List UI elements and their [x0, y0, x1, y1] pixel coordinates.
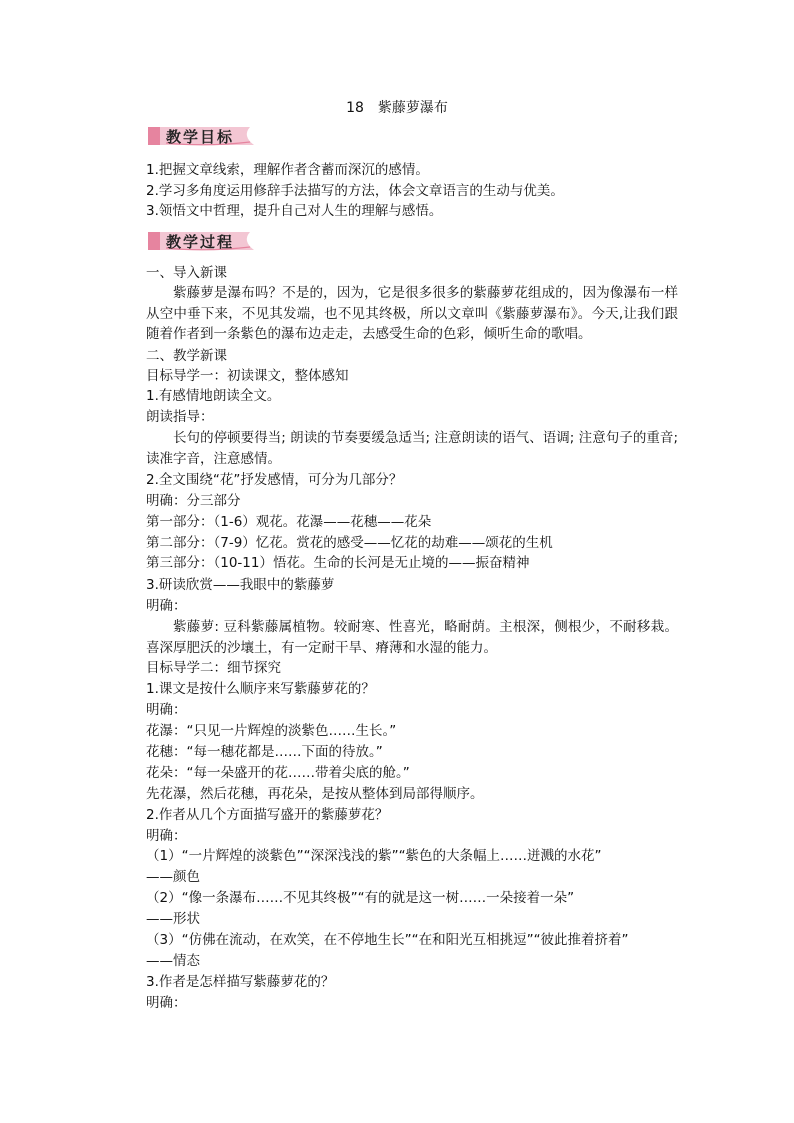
body-line: （1）“一片辉煌的淡紫色”“深深浅浅的紫”“紫色的大条幅上……迸溅的水花”	[146, 848, 602, 864]
body-line: 明确：	[146, 598, 187, 614]
body-line: 第三部分：（10-11）悟花。生命的长河是无止境的——振奋精神	[146, 555, 530, 571]
section-heading-label: 教学过程	[166, 233, 235, 251]
section-heading-label: 教学目标	[166, 128, 235, 146]
objective-item: 1.把握文章线索，理解作者含蓄而深沉的感情。	[146, 162, 429, 178]
body-line: ——形状	[146, 911, 200, 927]
body-line: （3）“仿佛在流动，在欢笑，在不停地生长”“在和阳光互相挑逗”“彼此推着挤着”	[146, 932, 629, 948]
body-line: 二、教学新课	[146, 348, 227, 364]
body-line: 朗读指导：	[146, 409, 214, 425]
body-line: ——情态	[146, 953, 200, 969]
objective-item: 3.领悟文中哲理，提升自己对人生的理解与感悟。	[146, 203, 443, 219]
body-line: 2.全文围绕“花”抒发感情，可分为几部分？	[146, 472, 403, 488]
body-line: 花朵：“每一朵盛开的花……带着尖底的舱。”	[146, 765, 410, 781]
body-line: 第二部分：（7-9）忆花。赏花的感受——忆花的劫难——颂花的生机	[146, 535, 553, 551]
section-heading-process	[146, 229, 258, 253]
body-line: 明确：	[146, 702, 187, 718]
body-line: 一、导入新课	[146, 265, 227, 281]
body-line: 1.有感情地朗读全文。	[146, 388, 281, 404]
body-line: 目标导学二：细节探究	[146, 660, 281, 676]
body-paragraph: 紫藤萝: 豆科紫藤属植物。较耐寒、性喜光，略耐荫。主根深，侧根少，不耐移栽。喜深厚肥沃的沙壤土，有一定耐干旱、瘠薄和水湿的能力。	[146, 619, 678, 656]
body-line: 1.课文是按什么顺序来写紫藤萝花的？	[146, 681, 375, 697]
body-line: 明确：	[146, 828, 187, 844]
objective-item: 2.学习多角度运用修辞手法描写的方法，体会文章语言的生动与优美。	[146, 183, 564, 199]
body-line: 3.研读欣赏——我眼中的紫藤萝	[146, 577, 335, 593]
body-line: 花穗：“每一穗花都是……下面的待放。”	[146, 744, 383, 760]
body-line: 明确：	[146, 995, 187, 1011]
body-line: 明确：分三部分	[146, 493, 241, 509]
body-line: 花瀑：“只见一片辉煌的淡紫色……生长。”	[146, 723, 397, 739]
body-line: 2.作者从几个方面描写盛开的紫藤萝花？	[146, 807, 389, 823]
body-paragraph: 紫藤萝是瀑布吗？不是的，因为，它是很多很多的紫藤萝花组成的，因为像瀑布一样从空中垂下来，不见其发端，也不见其终极，所以文章叫《紫藤萝瀑布》。今天,让我们跟随着作者到一条紫色的瀑布边走走，去感受生命的色彩，倾听生命的歌唱。	[146, 285, 678, 342]
body-line: 3.作者是怎样描写紫藤萝花的？	[146, 974, 335, 990]
body-paragraph: 长句的停顿要得当; 朗读的节奏要缓急适当; 注意朗读的语气、语调; 注意句子的重音; 读准字音，注意感情。	[146, 430, 678, 467]
body-line: ——颜色	[146, 869, 200, 885]
page-title: 18 紫藤萝瀑布	[346, 100, 448, 116]
body-line: 先花瀑，然后花穗，再花朵，是按从整体到局部得顺序。	[146, 786, 484, 802]
body-line: 目标导学一：初读课文，整体感知	[146, 368, 349, 384]
body-line: 第一部分：（1-6）观花。花瀑——花穗——花朵	[146, 514, 432, 530]
section-heading-objectives	[146, 124, 258, 148]
body-line: （2）“像一条瀑布……不见其终极”“有的就是这一树……一朵接着一朵”	[146, 890, 575, 906]
